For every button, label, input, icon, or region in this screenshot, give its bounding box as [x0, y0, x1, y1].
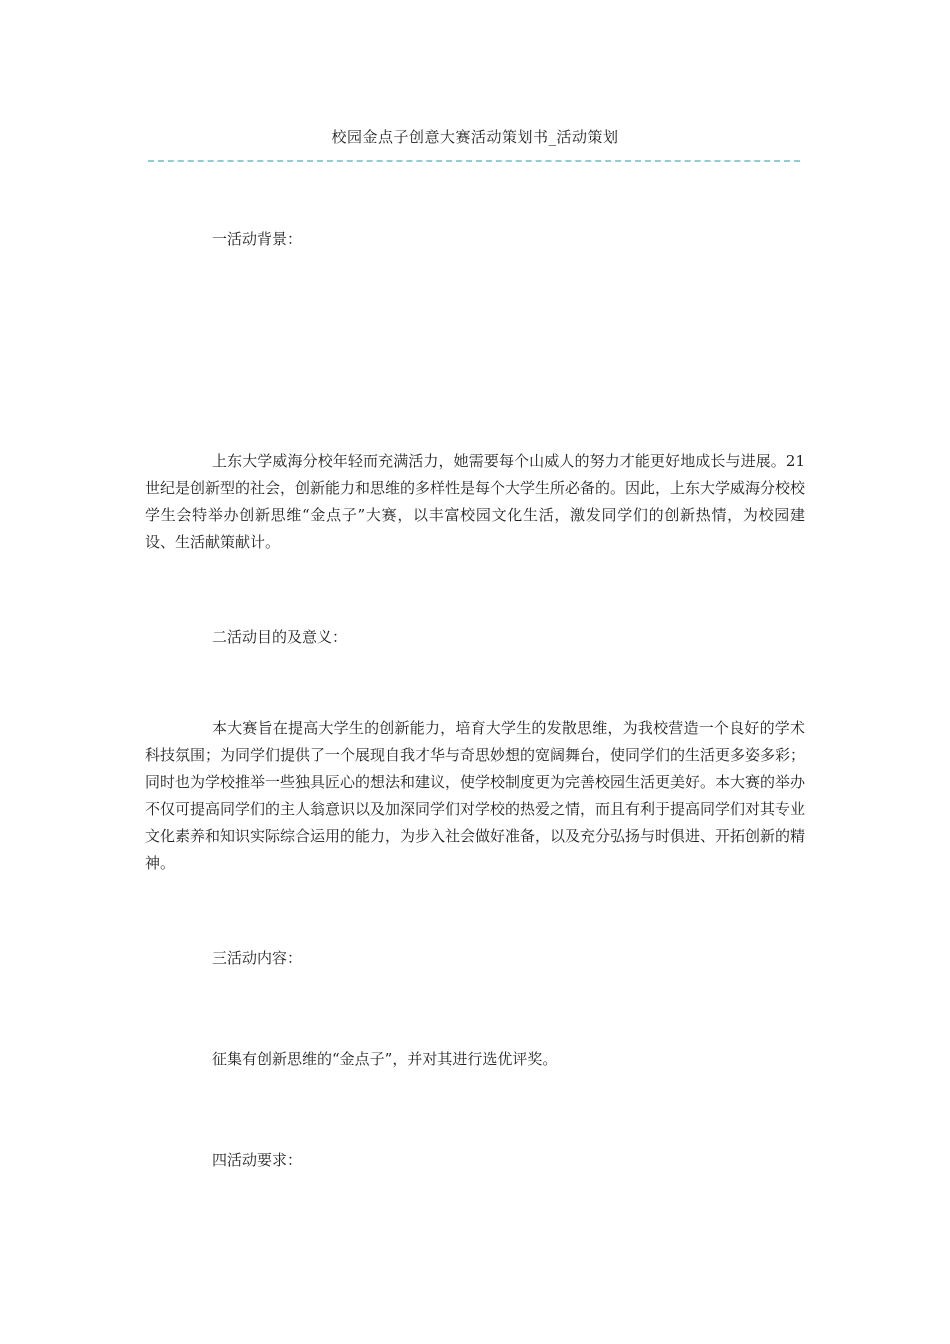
document-title: 校园金点子创意大赛活动策划书_活动策划	[331, 128, 619, 146]
section-heading-requirements: 四活动要求：	[212, 1151, 303, 1169]
section-body-purpose: 本大赛旨在提高大学生的创新能力，培育大学生的发散思维，为我校营造一个良好的学术科技氛围；为同学们提供了一个展现自我才华与奇思妙想的宽阔舞台，使同学们的生活更多姿多彩；同时也为学校推举一些独具匠心的想法和建议，使学校制度更为完善校园生活更美好。本大赛的举办不仅可提高同学们的主人翁意识以及加深同学们对学校的热爱之情，而且有利于提高同学们对其专业文化素养和知识实际综合运用的能力，为步入社会做好准备，以及充分弘扬与时俱进、开拓创新的精神。	[145, 719, 806, 872]
section-heading-background: 一活动背景：	[212, 230, 303, 248]
section-heading-purpose: 二活动目的及意义：	[212, 628, 348, 646]
section-body-content: 征集有创新思维的“金点子”，并对其进行选优评奖。	[212, 1050, 558, 1068]
section-body-background: 上东大学威海分校年轻而充满活力，她需要每个山威人的努力才能更好地成长与进展。21世纪是创新型的社会，创新能力和思维的多样性是每个大学生所必备的。因此，上东大学威海分校校学生会特举办创新思维“金点子”大赛，以丰富校园文化生活，激发同学们的创新热情，为校园建设、生活献策献计。	[145, 452, 806, 551]
title-divider	[148, 160, 800, 162]
section-heading-content: 三活动内容：	[212, 949, 303, 967]
